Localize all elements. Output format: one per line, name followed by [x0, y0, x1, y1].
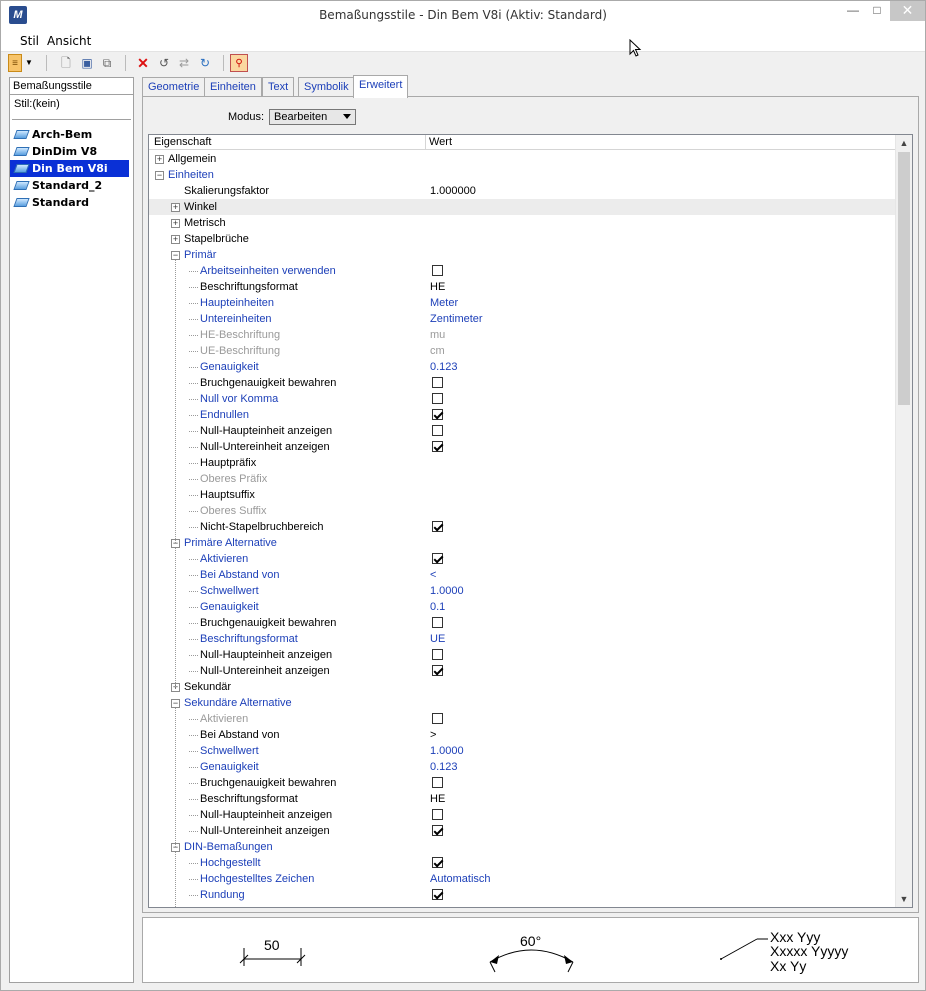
- style-item-label: Arch-Bem: [32, 128, 93, 141]
- grid-row[interactable]: [149, 679, 897, 695]
- column-header-eigenschaft[interactable]: Eigenschaft: [154, 136, 212, 148]
- close-icon[interactable]: ✕: [890, 1, 925, 21]
- grid-row[interactable]: [149, 375, 897, 391]
- expand-icon[interactable]: +: [172, 202, 179, 212]
- expand-icon[interactable]: +: [156, 154, 163, 164]
- preview-note-line-1: Xxx Yyy: [770, 929, 821, 945]
- style-item[interactable]: [10, 177, 133, 194]
- property-name: Aktivieren: [200, 713, 249, 725]
- property-value[interactable]: Automatisch: [430, 873, 491, 885]
- dimension-style-icon: [13, 181, 29, 190]
- microstation-app-icon: M: [9, 6, 27, 24]
- property-value[interactable]: Meter: [430, 297, 459, 309]
- tab-erweitert[interactable]: Erweitert: [353, 75, 408, 98]
- property-checkbox[interactable]: [432, 665, 443, 676]
- maximize-icon[interactable]: □: [873, 3, 881, 17]
- tab-symbolik[interactable]: Symbolik: [298, 77, 355, 97]
- property-checkbox[interactable]: [432, 649, 443, 660]
- property-name: HE-Beschriftung: [200, 329, 281, 341]
- property-value[interactable]: 1.000000: [430, 185, 476, 197]
- property-name: Null-Untereinheit anzeigen: [200, 665, 330, 677]
- dimension-style-icon: [13, 164, 29, 173]
- property-value[interactable]: 1.0000: [430, 585, 464, 597]
- property-value[interactable]: Zentimeter: [430, 313, 483, 325]
- property-name: Hochgestellt: [200, 857, 261, 869]
- grid-row[interactable]: [149, 439, 897, 455]
- stil-label: Stil:(kein): [14, 98, 60, 110]
- toolbar: [1, 52, 925, 75]
- property-name: Skalierungsfaktor: [184, 185, 269, 197]
- property-name: DIN-Bemaßungen: [184, 841, 273, 853]
- grid-row[interactable]: [149, 327, 897, 343]
- property-name: Null-Haupteinheit anzeigen: [200, 425, 333, 437]
- property-name: Metrisch: [184, 217, 226, 229]
- property-name: UE-Beschriftung: [200, 345, 281, 357]
- property-name: Sekundäre Alternative: [184, 697, 292, 709]
- property-checkbox[interactable]: [432, 825, 443, 836]
- property-name: Bruchgenauigkeit bewahren: [200, 777, 337, 789]
- property-name: Nicht-Stapelbruchbereich: [200, 521, 324, 533]
- property-checkbox[interactable]: [432, 393, 443, 404]
- grid-row[interactable]: [149, 615, 897, 631]
- property-checkbox[interactable]: [432, 553, 443, 564]
- grid-row[interactable]: [149, 407, 897, 423]
- grid-row[interactable]: [149, 295, 897, 311]
- style-item-label: DinDim V8: [32, 145, 98, 158]
- copy-style-icon[interactable]: ⧉: [102, 56, 112, 70]
- property-name: Oberes Suffix: [200, 505, 267, 517]
- property-checkbox[interactable]: [432, 409, 443, 420]
- property-value[interactable]: mu: [430, 329, 446, 341]
- select-element-icon[interactable]: ⚲: [230, 54, 248, 72]
- grid-row[interactable]: [149, 359, 897, 375]
- grid-row[interactable]: [149, 647, 897, 663]
- preview-note-line-3: Xx Yy: [770, 958, 807, 974]
- preview-angle-text: 60°: [520, 933, 542, 949]
- property-name: Haupteinheiten: [200, 297, 275, 309]
- expand-icon[interactable]: +: [172, 682, 179, 692]
- preview-linear-text: 50: [264, 937, 280, 953]
- grid-row[interactable]: [149, 631, 897, 647]
- property-grid: [148, 134, 913, 908]
- dimension-style-icon: [13, 147, 29, 156]
- delete-icon[interactable]: ✕: [137, 55, 149, 71]
- upgrade-icon[interactable]: ↻: [199, 56, 211, 70]
- property-name: Null-Untereinheit anzeigen: [200, 441, 330, 453]
- grid-row[interactable]: [149, 247, 897, 263]
- grid-row[interactable]: [149, 695, 897, 711]
- minimize-icon[interactable]: —: [847, 3, 859, 17]
- grid-row[interactable]: [149, 567, 897, 583]
- grid-row[interactable]: [149, 759, 897, 775]
- property-name: Hauptpräfix: [200, 457, 257, 469]
- grid-row[interactable]: [149, 599, 897, 615]
- property-name: Bei Abstand von: [200, 569, 280, 581]
- styles-list-header: Bemaßungsstile: [10, 78, 133, 95]
- menu-stil[interactable]: Stil: [20, 34, 39, 48]
- property-value[interactable]: >: [430, 729, 437, 741]
- scrollbar-thumb[interactable]: [898, 152, 910, 405]
- style-item[interactable]: [10, 126, 133, 143]
- grid-row[interactable]: [149, 423, 897, 439]
- property-name: Schwellwert: [200, 745, 259, 757]
- expand-icon[interactable]: +: [172, 218, 179, 228]
- style-item-label: Din Bem V8i: [32, 162, 108, 175]
- grid-row[interactable]: [149, 551, 897, 567]
- property-checkbox[interactable]: [432, 265, 443, 276]
- chevron-down-icon[interactable]: ▼: [25, 58, 33, 67]
- window-title: Bemaßungsstile - Din Bem V8i (Aktiv: Standard): [319, 8, 607, 22]
- grid-row[interactable]: [149, 807, 897, 823]
- grid-row[interactable]: [149, 391, 897, 407]
- property-value[interactable]: 1.0000: [430, 745, 464, 757]
- property-checkbox[interactable]: [432, 889, 443, 900]
- grid-row[interactable]: [149, 199, 897, 215]
- property-name: Schwellwert: [200, 585, 259, 597]
- collapse-icon[interactable]: −: [172, 842, 179, 852]
- grid-row[interactable]: [149, 823, 897, 839]
- grid-row[interactable]: [149, 183, 897, 199]
- property-name: Endnullen: [200, 409, 249, 421]
- vertical-scrollbar[interactable]: [895, 135, 912, 907]
- grid-row[interactable]: [149, 503, 897, 519]
- style-item-label: Standard: [32, 196, 90, 209]
- property-name: Sekundär: [184, 681, 232, 693]
- dimension-style-icon: [13, 198, 29, 207]
- property-name: Allgemein: [168, 153, 217, 165]
- mouse-cursor-icon: [629, 39, 643, 59]
- property-name: Bei Abstand von: [200, 729, 280, 741]
- style-item-label: Standard_2: [32, 179, 103, 192]
- grid-row[interactable]: [149, 151, 897, 167]
- grid-row[interactable]: [149, 855, 897, 871]
- property-name: Beschriftungsformat: [200, 793, 298, 805]
- styles-list-pane: [9, 77, 134, 983]
- property-name: Arbeitseinheiten verwenden: [200, 265, 336, 277]
- grid-row[interactable]: [149, 583, 897, 599]
- property-value[interactable]: cm: [430, 345, 445, 357]
- grid-row[interactable]: [149, 887, 897, 903]
- style-item[interactable]: [10, 194, 133, 211]
- property-name: Null vor Komma: [200, 393, 279, 405]
- grid-row[interactable]: [149, 535, 897, 551]
- scroll-down-icon[interactable]: ▼: [899, 894, 909, 904]
- collapse-icon[interactable]: −: [156, 170, 163, 180]
- grid-row[interactable]: [149, 167, 897, 183]
- property-checkbox[interactable]: [432, 713, 443, 724]
- tab-content-erweitert: [142, 96, 919, 913]
- save-icon[interactable]: ▣: [81, 56, 93, 70]
- property-name: Genauigkeit: [200, 361, 259, 373]
- property-value[interactable]: 0.123: [430, 761, 458, 773]
- modus-label: Modus:: [228, 111, 265, 123]
- grid-header: [149, 135, 897, 150]
- tab-einheiten[interactable]: Einheiten: [204, 77, 262, 97]
- property-value[interactable]: 0.1: [430, 601, 446, 613]
- property-name: Bruchgenauigkeit bewahren: [200, 617, 337, 629]
- dimension-style-icon: [13, 130, 29, 139]
- property-value[interactable]: 0.123: [430, 361, 458, 373]
- property-value[interactable]: HE: [430, 793, 446, 805]
- modus-dropdown[interactable]: [269, 109, 356, 125]
- property-name: Hauptsuffix: [200, 489, 255, 501]
- property-value[interactable]: UE: [430, 633, 446, 645]
- property-value[interactable]: <: [430, 569, 437, 581]
- property-name: Beschriftungsformat: [200, 633, 298, 645]
- property-name: Null-Haupteinheit anzeigen: [200, 649, 333, 661]
- tab-geometrie[interactable]: Geometrie: [142, 77, 205, 97]
- property-name: Aktivieren: [200, 553, 249, 565]
- grid-row[interactable]: [149, 871, 897, 887]
- column-header-wert[interactable]: Wert: [429, 136, 453, 148]
- property-checkbox[interactable]: [432, 777, 443, 788]
- grid-row[interactable]: [149, 663, 897, 679]
- property-name: Rundung: [200, 889, 245, 901]
- property-name: Stapelbrüche: [184, 233, 249, 245]
- property-name: Genauigkeit: [200, 601, 259, 613]
- property-name: Hochgestelltes Zeichen: [200, 873, 315, 885]
- property-checkbox[interactable]: [432, 377, 443, 388]
- property-checkbox[interactable]: [432, 617, 443, 628]
- property-name: Primäre Alternative: [184, 537, 277, 549]
- dimension-preview: [142, 917, 919, 983]
- collapse-icon[interactable]: −: [172, 538, 179, 548]
- style-list: [10, 126, 133, 211]
- grid-row[interactable]: [149, 711, 897, 727]
- grid-row[interactable]: [149, 279, 897, 295]
- grid-row[interactable]: [149, 727, 897, 743]
- grid-row[interactable]: [149, 343, 897, 359]
- grid-row[interactable]: [149, 455, 897, 471]
- modus-value: Bearbeiten: [274, 111, 328, 123]
- menu-ansicht[interactable]: Ansicht: [47, 34, 92, 48]
- style-item[interactable]: [10, 160, 129, 177]
- menu-bar: [1, 30, 925, 52]
- property-name: Primär: [184, 249, 217, 261]
- property-name: Einheiten: [168, 169, 214, 181]
- property-name: Null-Haupteinheit anzeigen: [200, 809, 333, 821]
- grid-row[interactable]: [149, 471, 897, 487]
- property-name: Beschriftungsformat: [200, 281, 298, 293]
- property-checkbox[interactable]: [432, 425, 443, 436]
- grid-row[interactable]: [149, 775, 897, 791]
- title-bar[interactable]: [1, 1, 925, 30]
- property-checkbox[interactable]: [432, 441, 443, 452]
- expand-icon[interactable]: +: [172, 234, 179, 244]
- property-checkbox[interactable]: [432, 857, 443, 868]
- property-name: Genauigkeit: [200, 761, 259, 773]
- collapse-icon[interactable]: −: [172, 250, 179, 260]
- grid-row[interactable]: [149, 791, 897, 807]
- grid-row[interactable]: [149, 231, 897, 247]
- style-dropdown-icon[interactable]: ≡: [8, 54, 22, 72]
- property-checkbox[interactable]: [432, 521, 443, 532]
- property-checkbox[interactable]: [432, 809, 443, 820]
- chevron-down-icon: [343, 114, 351, 119]
- property-name: Oberes Präfix: [200, 473, 268, 485]
- grid-row[interactable]: [149, 487, 897, 503]
- grid-row[interactable]: [149, 215, 897, 231]
- grid-row[interactable]: [149, 839, 897, 855]
- property-name: Null-Untereinheit anzeigen: [200, 825, 330, 837]
- collapse-icon[interactable]: −: [172, 698, 179, 708]
- grid-row[interactable]: [149, 519, 897, 535]
- preview-note-line-2: Xxxxx Yyyyy: [770, 943, 849, 959]
- compare-icon[interactable]: ⇄: [178, 56, 190, 70]
- style-item[interactable]: [10, 143, 133, 160]
- new-style-icon[interactable]: 🗋: [61, 56, 71, 70]
- property-name: Winkel: [184, 201, 218, 213]
- grid-row[interactable]: [149, 311, 897, 327]
- property-name: Untereinheiten: [200, 313, 272, 325]
- reset-icon[interactable]: ↺: [158, 56, 170, 70]
- tab-text[interactable]: Text: [262, 77, 294, 97]
- property-name: Bruchgenauigkeit bewahren: [200, 377, 337, 389]
- grid-row[interactable]: [149, 263, 897, 279]
- grid-row[interactable]: [149, 743, 897, 759]
- scroll-up-icon[interactable]: ▲: [899, 138, 909, 148]
- property-value[interactable]: HE: [430, 281, 446, 293]
